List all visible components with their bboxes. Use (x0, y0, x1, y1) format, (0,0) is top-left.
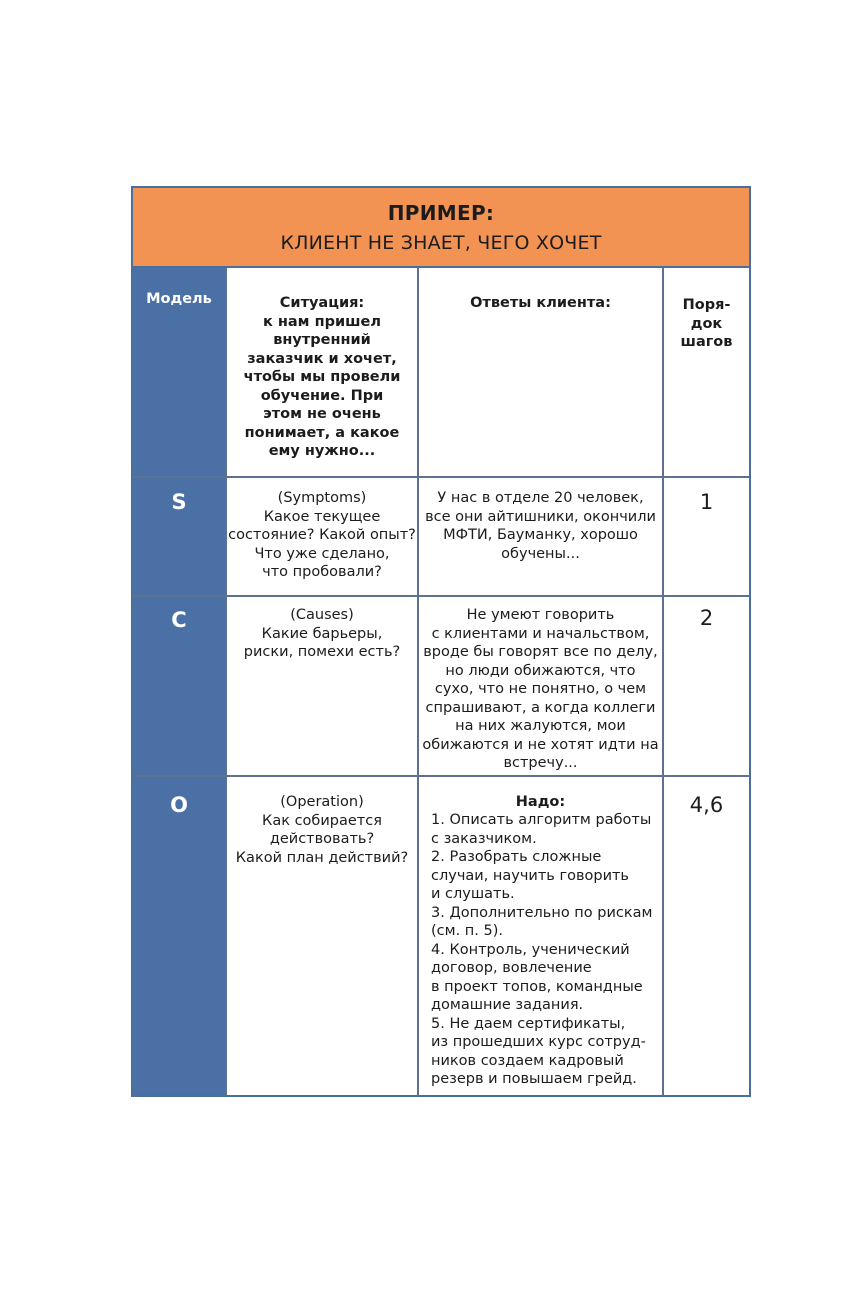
som-example-table (131, 186, 751, 1097)
divider-horizontal (133, 775, 749, 777)
cell-line: Не умеют говорить (466, 607, 615, 623)
cell-line: случаи, научить говорить (431, 867, 629, 884)
cell-line: риски, помехи есть? (243, 644, 401, 660)
divider-horizontal (133, 595, 749, 597)
cell-line: обучены... (501, 545, 580, 562)
situation-cell-s (227, 489, 417, 582)
model-letter-o: O (170, 793, 188, 817)
cell-line: в проект топов, командные (431, 978, 643, 995)
cell-line: с заказчиком. (431, 830, 537, 847)
divider-horizontal (133, 476, 749, 478)
cell-line: резерв и повышаем грейд. (431, 1071, 637, 1087)
situation-header-line: ему нужно... (268, 443, 376, 459)
cell-line: вроде бы говорят все по делу, (423, 644, 658, 660)
cell-line: Что уже сделано, (254, 545, 390, 562)
cell-line: на них жалуются, мои (455, 718, 626, 734)
cell-line: сухо, что не понятно, о чем (434, 681, 647, 697)
cell-line: домашние задания. (431, 997, 584, 1013)
header-subtitle: КЛИЕНТ НЕ ЗНАЕТ, ЧЕГО ХОЧЕТ (280, 232, 602, 254)
cell-line: (Symptoms) (277, 490, 367, 506)
cell-line: 2. Разобрать сложные (431, 849, 602, 865)
cell-line: У нас в отделе 20 человек, (437, 490, 644, 506)
situation-cell-c (227, 606, 417, 662)
answers-cell-s (419, 489, 662, 563)
answers-column-header: Ответы клиента: (470, 295, 611, 311)
answers-cell-c (419, 606, 662, 773)
cell-line: но люди обижаются, что (445, 662, 636, 679)
order-value-o: 4,6 (689, 793, 724, 817)
order-value-s: 1 (699, 490, 714, 514)
answers-cell-o (431, 811, 661, 1089)
situation-cell-o (227, 793, 417, 867)
cell-line: с клиентами и начальством, (431, 625, 650, 642)
cell-line: все они айтишники, окончили (425, 508, 656, 525)
answers-title-o: Надо: (515, 794, 566, 810)
situation-header-line: заказчик и хочет, (247, 350, 397, 367)
model-letter-s: S (171, 490, 187, 514)
cell-line: Как собирается (262, 812, 382, 829)
cell-line: из прошедших курс сотруд- (431, 1034, 646, 1050)
order-value-c: 2 (699, 606, 714, 630)
situation-header-line: внутренний (273, 332, 371, 348)
model-column (133, 268, 225, 1095)
cell-line: Какой план действий? (235, 849, 409, 866)
order-column-header (664, 296, 749, 352)
situation-header-line: понимает, а какое (244, 424, 400, 441)
model-letter-c: C (171, 608, 187, 632)
cell-line: Какие барьеры, (261, 625, 383, 642)
model-column-header: Модель (146, 291, 212, 307)
cell-line: ников создаем кадровый (431, 1052, 624, 1069)
order-header-line: Поря- (682, 297, 731, 313)
cell-line: действовать? (269, 831, 375, 847)
cell-line: (см. п. 5). (431, 923, 503, 939)
divider-vertical (662, 268, 664, 1095)
situation-header-line: чтобы мы провели (243, 369, 401, 385)
situation-header-line: этом не очень (263, 406, 381, 422)
cell-line: встречу... (503, 755, 578, 771)
situation-header-line: обучение. При (260, 387, 384, 404)
situation-header-line: Ситуация: (279, 295, 365, 311)
cell-line: (Causes) (290, 607, 354, 623)
cell-line: 1. Описать алгоритм работы (431, 812, 652, 828)
cell-line: 3. Дополнительно по рискам (431, 904, 653, 921)
order-header-line: шагов (680, 334, 733, 350)
header-title: ПРИМЕР: (387, 201, 495, 225)
order-header-line: док (690, 315, 723, 332)
cell-line: МФТИ, Бауманку, хорошо (443, 527, 638, 543)
cell-line: Какое текущее (263, 508, 381, 525)
table-header (133, 188, 749, 268)
cell-line: и слушать. (431, 886, 515, 902)
cell-line: что пробовали? (262, 564, 382, 580)
cell-line: (Operation) (280, 794, 364, 810)
cell-line: договор, вовлечение (431, 960, 592, 976)
situation-column-header (227, 294, 417, 461)
situation-header-line: к нам пришел (262, 313, 381, 330)
cell-line: 4. Контроль, ученический (431, 941, 630, 958)
cell-line: 5. Не даем сертификаты, (431, 1015, 626, 1032)
cell-line: обижаются и не хотят идти на (422, 736, 659, 753)
cell-line: спрашивают, а когда коллеги (425, 699, 656, 716)
cell-line: состояние? Какой опыт? (228, 527, 416, 543)
